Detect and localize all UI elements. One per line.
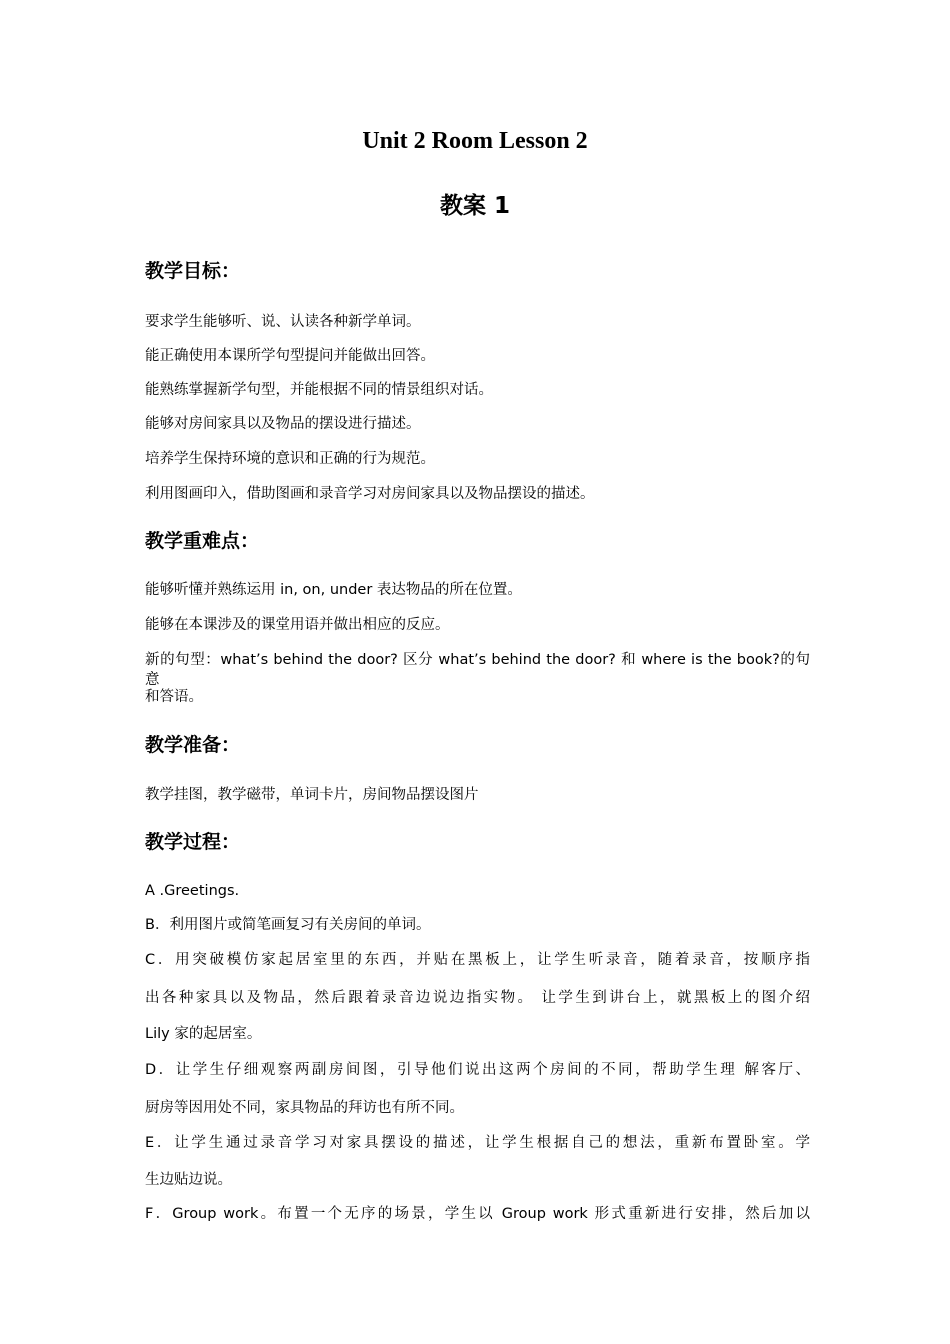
objective-line: 培养学生保持环境的意识和正确的行为规范。 <box>145 451 435 467</box>
objective-line: 能熟练掌握新学句型，并能根据不同的情景组织对话。 <box>145 382 493 398</box>
process-line: D．让学生仔细观察两副房间图，引导他们说出这两个房间的不同，帮助学生理 解客厅、 <box>145 1062 810 1078</box>
key-point-line: 能够听懂并熟练运用 in, on, under 表达物品的所在位置。 <box>145 582 522 598</box>
process-line: A .Greetings. <box>145 883 240 899</box>
key-points-heading: 教学重难点： <box>145 530 260 552</box>
process-heading: 教学过程： <box>145 831 241 853</box>
process-line: 厨房等因用处不同，家具物品的拜访也有所不同。 <box>145 1100 464 1116</box>
preparation-heading: 教学准备： <box>145 734 241 756</box>
objective-line: 能够对房间家具以及物品的摆设进行描述。 <box>145 416 421 432</box>
process-line: C．用突破模仿家起居室里的东西，并贴在黑板上，让学生听录音，随着录音，按顺序指 <box>145 952 810 968</box>
objectives-heading: 教学目标： <box>145 260 241 282</box>
key-point-line: 和答语。 <box>145 689 203 705</box>
process-line: 出各种家具以及物品，然后跟着录音边说边指实物。 让学生到讲台上，就黑板上的图介绍 <box>145 990 810 1006</box>
process-line: F．Group work。布置一个无序的场景，学生以 Group work 形式重新进行安排，然后加以 <box>145 1206 810 1222</box>
key-point-line: 新的句型：what’s behind the door? 区分 what’s behind the door? 和 where is the book?的句意 <box>145 652 810 688</box>
objective-line: 能正确使用本课所学句型提问并能做出回答。 <box>145 348 435 364</box>
preparation-line: 教学挂图，教学磁带，单词卡片，房间物品摆设图片 <box>145 787 479 803</box>
document-title: Unit 2 Room Lesson 2 <box>362 128 588 154</box>
process-line: Lily 家的起居室。 <box>145 1026 262 1042</box>
document-subtitle: 教案 1 <box>439 193 510 219</box>
process-line: 生边贴边说。 <box>145 1172 232 1188</box>
process-line: E．让学生通过录音学习对家具摆设的描述，让学生根据自己的想法，重新布置卧室。学 <box>145 1135 810 1151</box>
objective-line: 利用图画印入，借助图画和录音学习对房间家具以及物品摆设的描述。 <box>145 486 595 502</box>
process-line: B．利用图片或简笔画复习有关房间的单词。 <box>145 917 431 933</box>
key-point-line: 能够在本课涉及的课堂用语并做出相应的反应。 <box>145 617 450 633</box>
objective-line: 要求学生能够听、说、认读各种新学单词。 <box>145 314 421 330</box>
